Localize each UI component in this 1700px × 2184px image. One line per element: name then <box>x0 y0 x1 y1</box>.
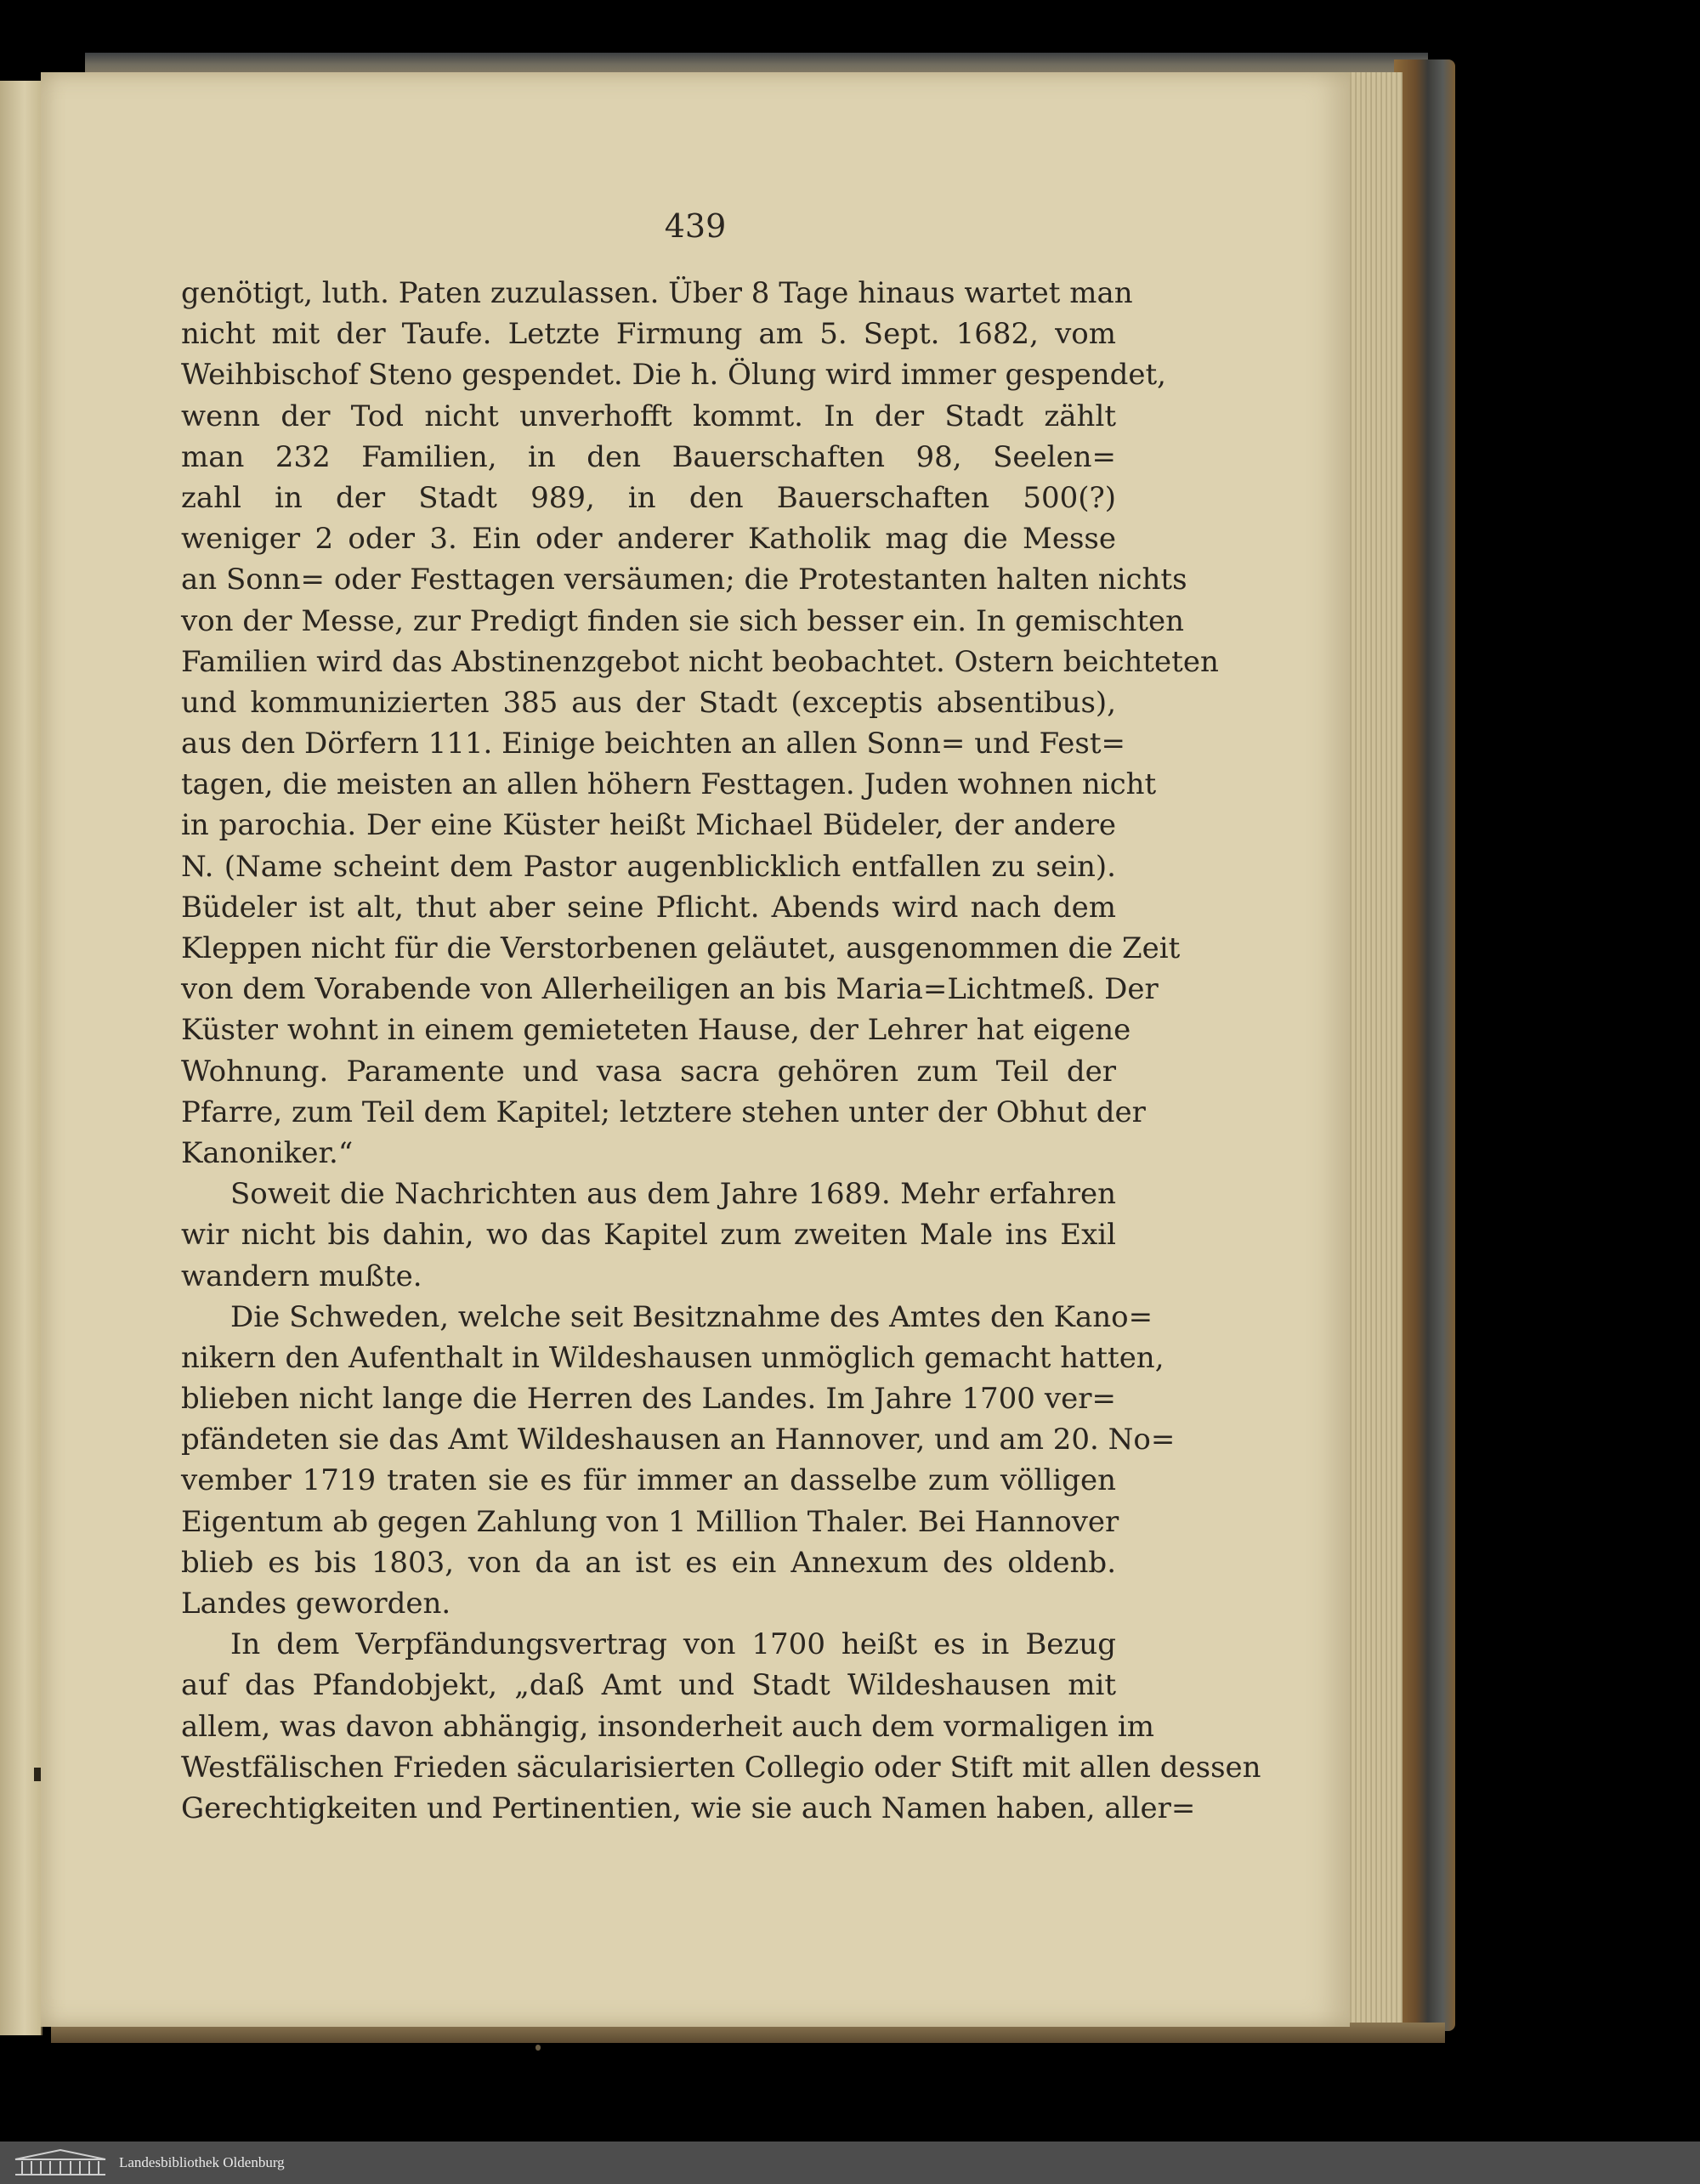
text-line: blieben nicht lange die Herren des Landes. Im Jahre 1700 ver= <box>181 1382 1116 1417</box>
text-line: auf das Pfandobjekt, „daß Amt und Stadt Wildeshausen mit <box>181 1668 1116 1703</box>
text-line: allem, was davon abhängig, insonderheit auch dem vormaligen im <box>181 1709 1154 1744</box>
text-line: Kanoniker.“ <box>181 1135 354 1170</box>
text-line: Pfarre, zum Teil dem Kapitel; letztere stehen unter der Obhut der <box>181 1095 1146 1129</box>
text-line: Gerechtigkeiten und Pertinentien, wie sie auch Namen haben, aller= <box>181 1791 1196 1825</box>
text-line: Wohnung. Paramente und vasa sacra gehören zum Teil der <box>181 1054 1116 1089</box>
text-line: in parochia. Der eine Küster heißt Michael Büdeler, der andere <box>181 808 1116 843</box>
text-line: und kommunizierten 385 aus der Stadt (exceptis absentibus), <box>181 685 1116 720</box>
text-line: Weihbischof Steno gespendet. Die h. Ölung wird immer gespendet, <box>181 358 1166 393</box>
text-line: N. (Name scheint dem Pastor augenblicklich entfallen zu sein). <box>181 849 1116 884</box>
text-line: Küster wohnt in einem gemieteten Hause, der Lehrer hat eigene <box>181 1013 1131 1048</box>
text-line: Westfälischen Frieden säcularisierten Collegio oder Stift mit allen dessen <box>181 1750 1261 1785</box>
text-line: tagen, die meisten an allen höhern Festtagen. Juden wohnen nicht <box>181 767 1157 802</box>
text-line: aus den Dörfern 111. Einige beichten an allen Sonn= und Fest= <box>181 727 1126 761</box>
page-number: 439 <box>664 207 727 245</box>
text-line: Kleppen nicht für die Verstorbenen geläutet, ausgenommen die Zeit <box>181 931 1181 965</box>
text-line: weniger 2 oder 3. Ein oder anderer Katholik mag die Messe <box>181 522 1116 557</box>
text-line: blieb es bis 1803, von da an ist es ein Annexum des oldenb. <box>181 1545 1116 1580</box>
text-line: vember 1719 traten sie es für immer an dasselbe zum völligen <box>181 1463 1116 1498</box>
text-line: nicht mit der Taufe. Letzte Firmung am 5. Sept. 1682, vom <box>181 317 1116 352</box>
text-line: pfändeten sie das Amt Wildeshausen an Hannover, und am 20. No= <box>181 1423 1176 1457</box>
page-edges <box>1347 72 1402 2023</box>
page-notch <box>34 1768 41 1781</box>
page-text <box>181 273 1261 1829</box>
text-line: Familien wird das Abstinenzgebot nicht beobachtet. Ostern beichteten <box>181 644 1219 679</box>
text-line: an Sonn= oder Festtagen versäumen; die Protestanten halten nichts <box>181 563 1187 597</box>
text-line: man 232 Familien, in den Bauerschaften 98, Seelen= <box>181 439 1116 474</box>
text-line: von der Messe, zur Predigt finden sie sich besser ein. In gemischten <box>181 603 1185 638</box>
text-line: genötigt, luth. Paten zuzulassen. Über 8 Tage hinaus wartet man <box>181 276 1133 310</box>
text-line: Eigentum ab gegen Zahlung von 1 Million Thaler. Bei Hannover <box>181 1504 1119 1539</box>
book-cover-spine <box>1394 59 1455 2031</box>
page-speck <box>536 2045 541 2051</box>
footer-bar <box>0 2142 1700 2184</box>
text-line: Die Schweden, welche seit Besitznahme des Amtes den Kano= <box>230 1299 1153 1334</box>
text-line: wenn der Tod nicht unverhofft kommt. In der Stadt zählt <box>181 399 1116 433</box>
text-line: Soweit die Nachrichten aus dem Jahre 1689. Mehr erfahren <box>230 1177 1116 1212</box>
text-line: nikern den Aufenthalt in Wildeshausen unmöglich gemacht hatten, <box>181 1340 1164 1375</box>
library-name: Landesbibliothek Oldenburg <box>119 2154 285 2170</box>
text-line: zahl in der Stadt 989, in den Bauerschaften 500(?) <box>181 480 1116 515</box>
left-page-edge <box>0 81 42 2035</box>
text-line: Landes geworden. <box>181 1587 451 1621</box>
text-line: In dem Verpfändungsvertrag von 1700 heißt es in Bezug <box>230 1627 1116 1662</box>
library-building-icon <box>10 2147 110 2178</box>
text-line: wir nicht bis dahin, wo das Kapitel zum zweiten Male ins Exil <box>181 1218 1116 1253</box>
book-page <box>41 72 1350 2027</box>
text-line: wandern mußte. <box>181 1259 422 1293</box>
text-line: von dem Vorabende von Allerheiligen an bis Maria=Lichtmeß. Der <box>181 972 1159 1007</box>
text-line: Büdeler ist alt, thut aber seine Pflicht. Abends wird nach dem <box>181 890 1116 925</box>
